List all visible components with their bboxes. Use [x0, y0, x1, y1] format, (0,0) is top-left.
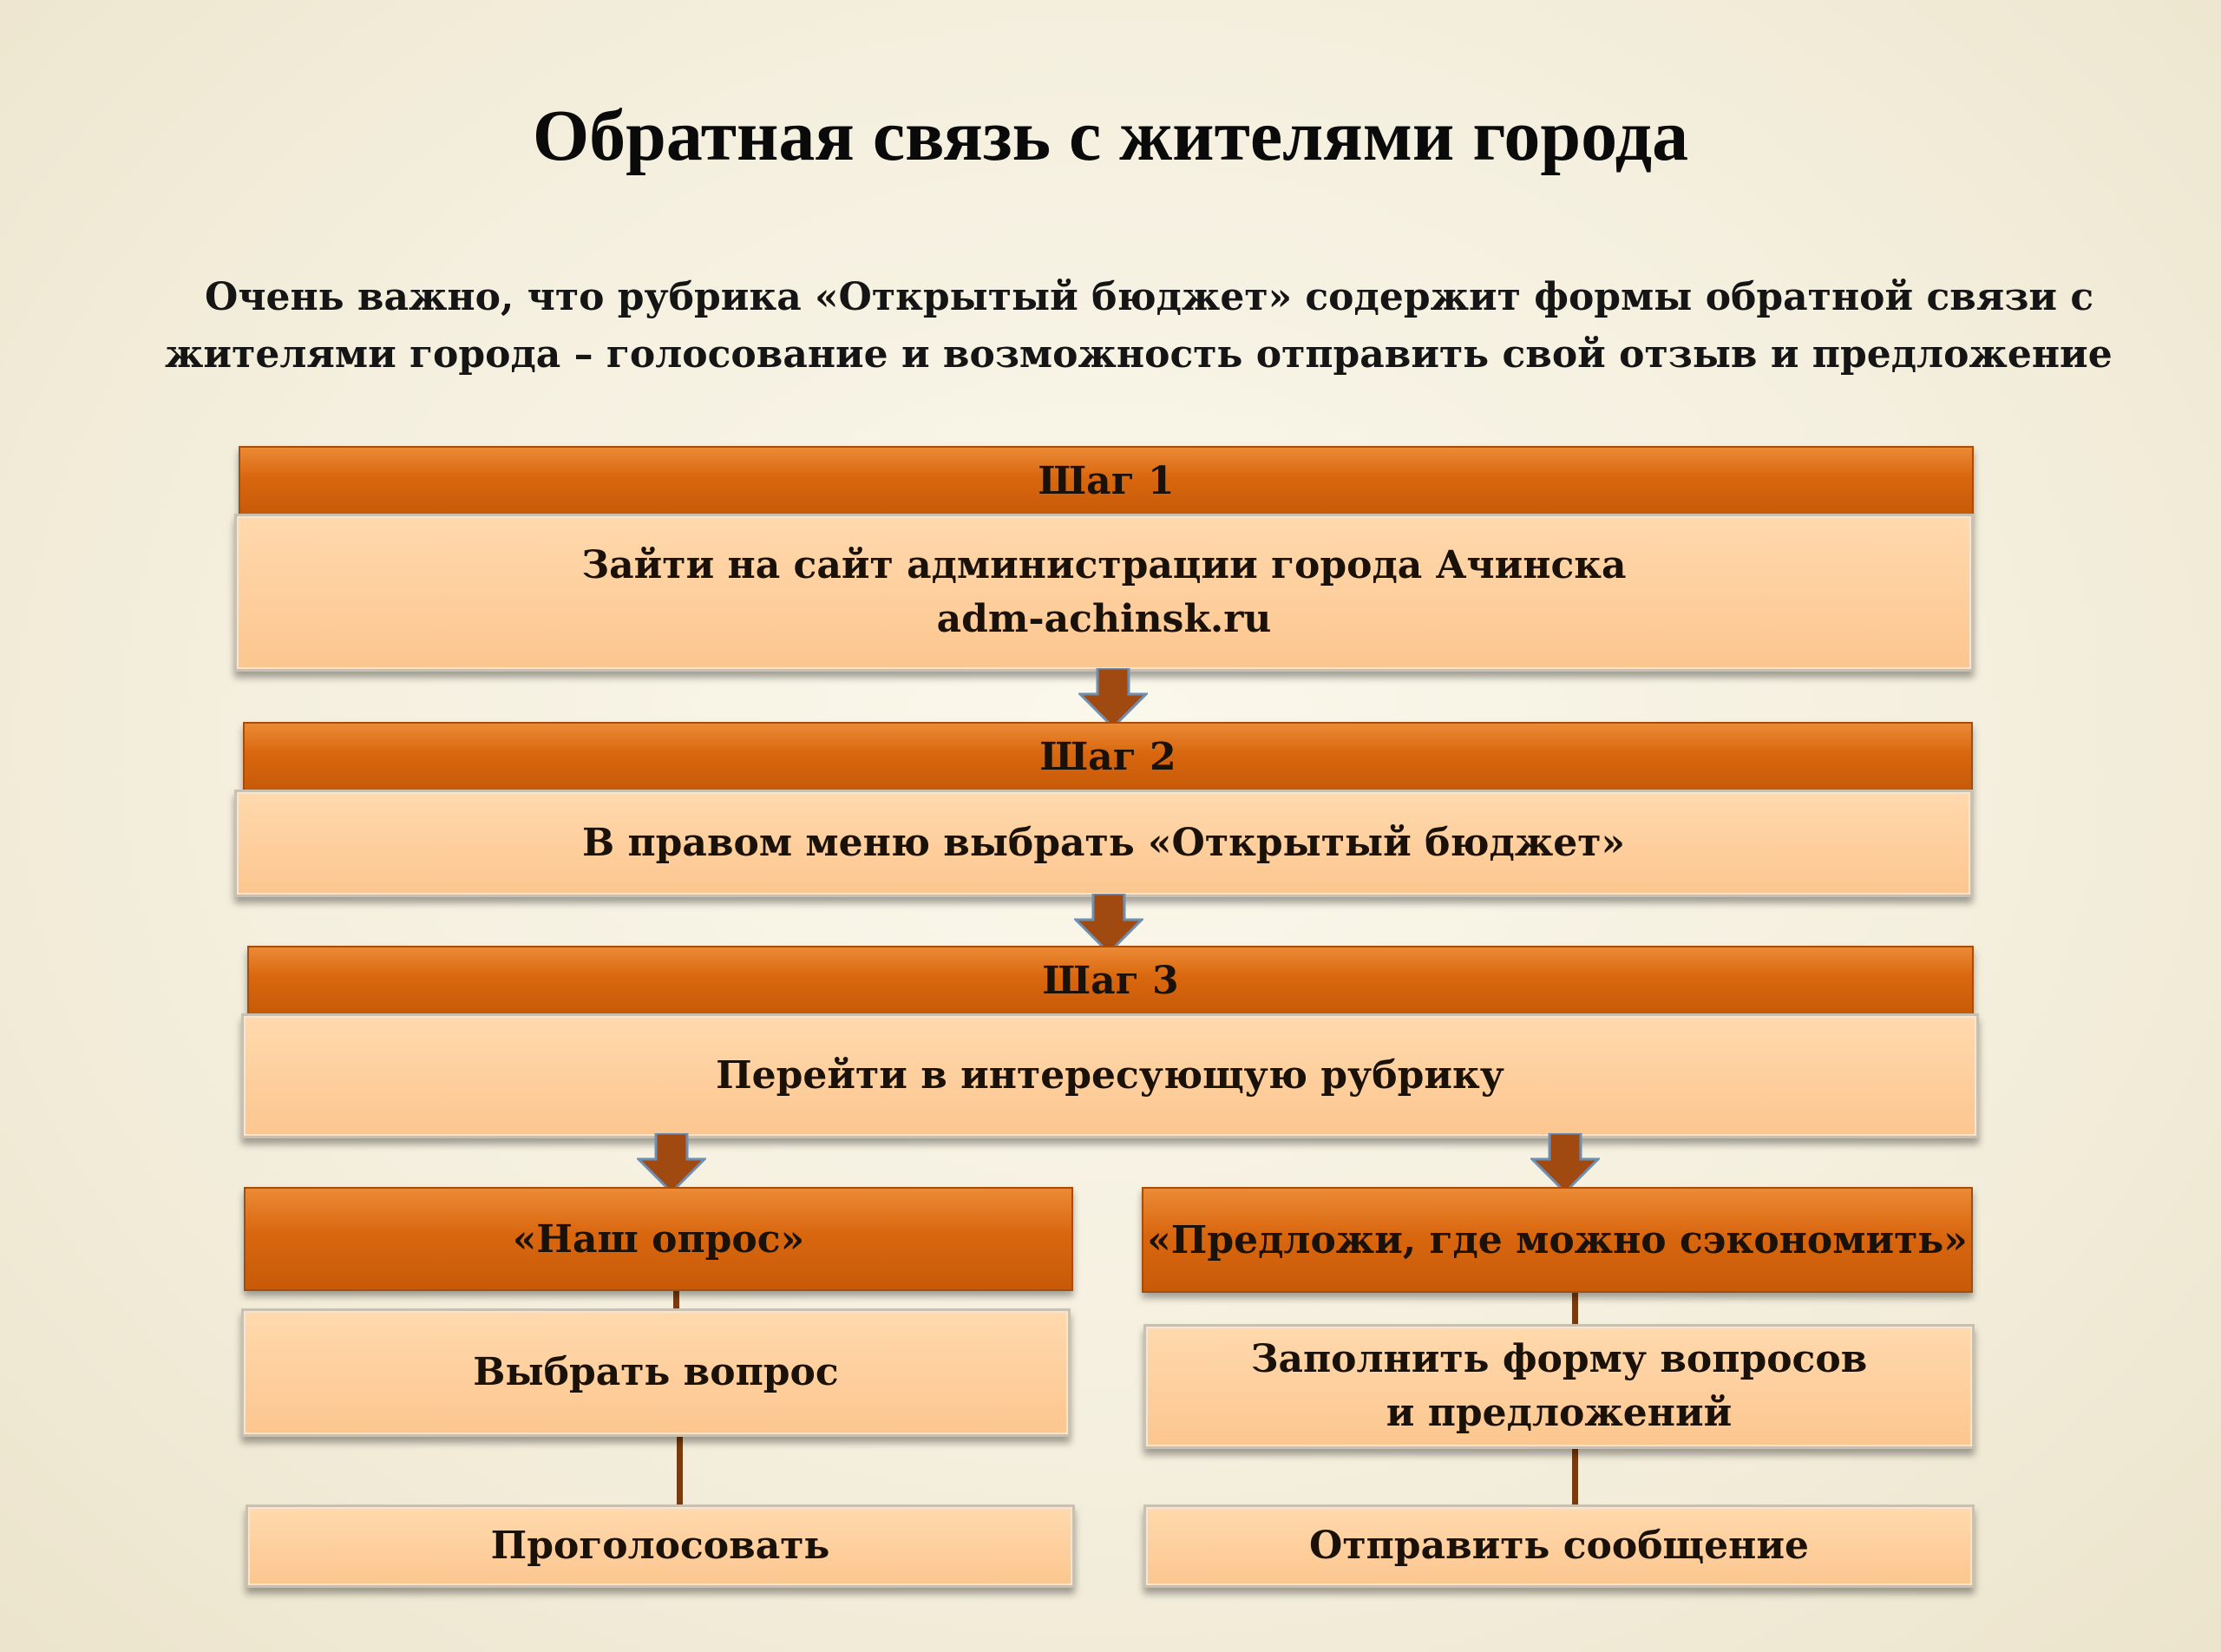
- step-2-header: [243, 722, 1973, 791]
- survey-step-2-box: [246, 1504, 1075, 1588]
- connector-line: [1572, 1442, 1578, 1506]
- arrow-down-icon: [1530, 1133, 1600, 1194]
- arrow-down-icon: [637, 1133, 706, 1194]
- survey-step-1-box: [241, 1308, 1071, 1437]
- survey-header-label: «Наш опрос»: [512, 1216, 805, 1262]
- connector-line: [677, 1432, 683, 1506]
- intro-line-1: Очень важно, что рубрика «Открытый бюджет» содержит формы обратной связи с: [205, 275, 2094, 319]
- page-title: Обратная связь с жителями города: [532, 95, 1689, 176]
- survey-header: [244, 1187, 1073, 1291]
- proposal-step-1-line-2: и предложений: [1386, 1391, 1733, 1435]
- arrow-down-icon: [1078, 668, 1148, 729]
- step-1-site: adm-achinsk.ru: [936, 597, 1272, 641]
- step-3-text: Перейти в интересующую рубрику: [716, 1053, 1504, 1098]
- intro-line-2: жителями города – голосование и возможность отправить свой отзыв и предложение: [165, 332, 2113, 377]
- step-3-header-label: Шаг 3: [1042, 958, 1179, 1003]
- proposal-step-2-box: [1143, 1504, 1975, 1588]
- proposal-header: [1142, 1187, 1973, 1293]
- step-3-box: [241, 1013, 1979, 1138]
- step-1-text: Зайти на сайт администрации города Ачинска: [581, 543, 1627, 587]
- step-1-header: [239, 446, 1974, 515]
- step-2-text: В правом меню выбрать «Открытый бюджет»: [581, 821, 1626, 865]
- proposal-header-label: «Предложи, где можно сэкономить»: [1147, 1217, 1968, 1262]
- survey-step-2-text: Проголосовать: [490, 1524, 830, 1568]
- proposal-step-1-line-1: Заполнить форму вопросов: [1250, 1337, 1868, 1381]
- step-2-box: [234, 790, 1973, 897]
- step-3-header: [247, 946, 1974, 1015]
- intro-text: [165, 269, 2113, 384]
- step-2-header-label: Шаг 2: [1039, 734, 1176, 779]
- proposal-step-1-box: [1143, 1324, 1975, 1449]
- survey-step-1-text: Выбрать вопрос: [473, 1350, 839, 1394]
- step-1-header-label: Шаг 1: [1038, 458, 1175, 503]
- proposal-step-2-text: Отправить сообщение: [1309, 1524, 1809, 1568]
- step-1-box: [234, 514, 1974, 672]
- connector-line: [1572, 1288, 1578, 1326]
